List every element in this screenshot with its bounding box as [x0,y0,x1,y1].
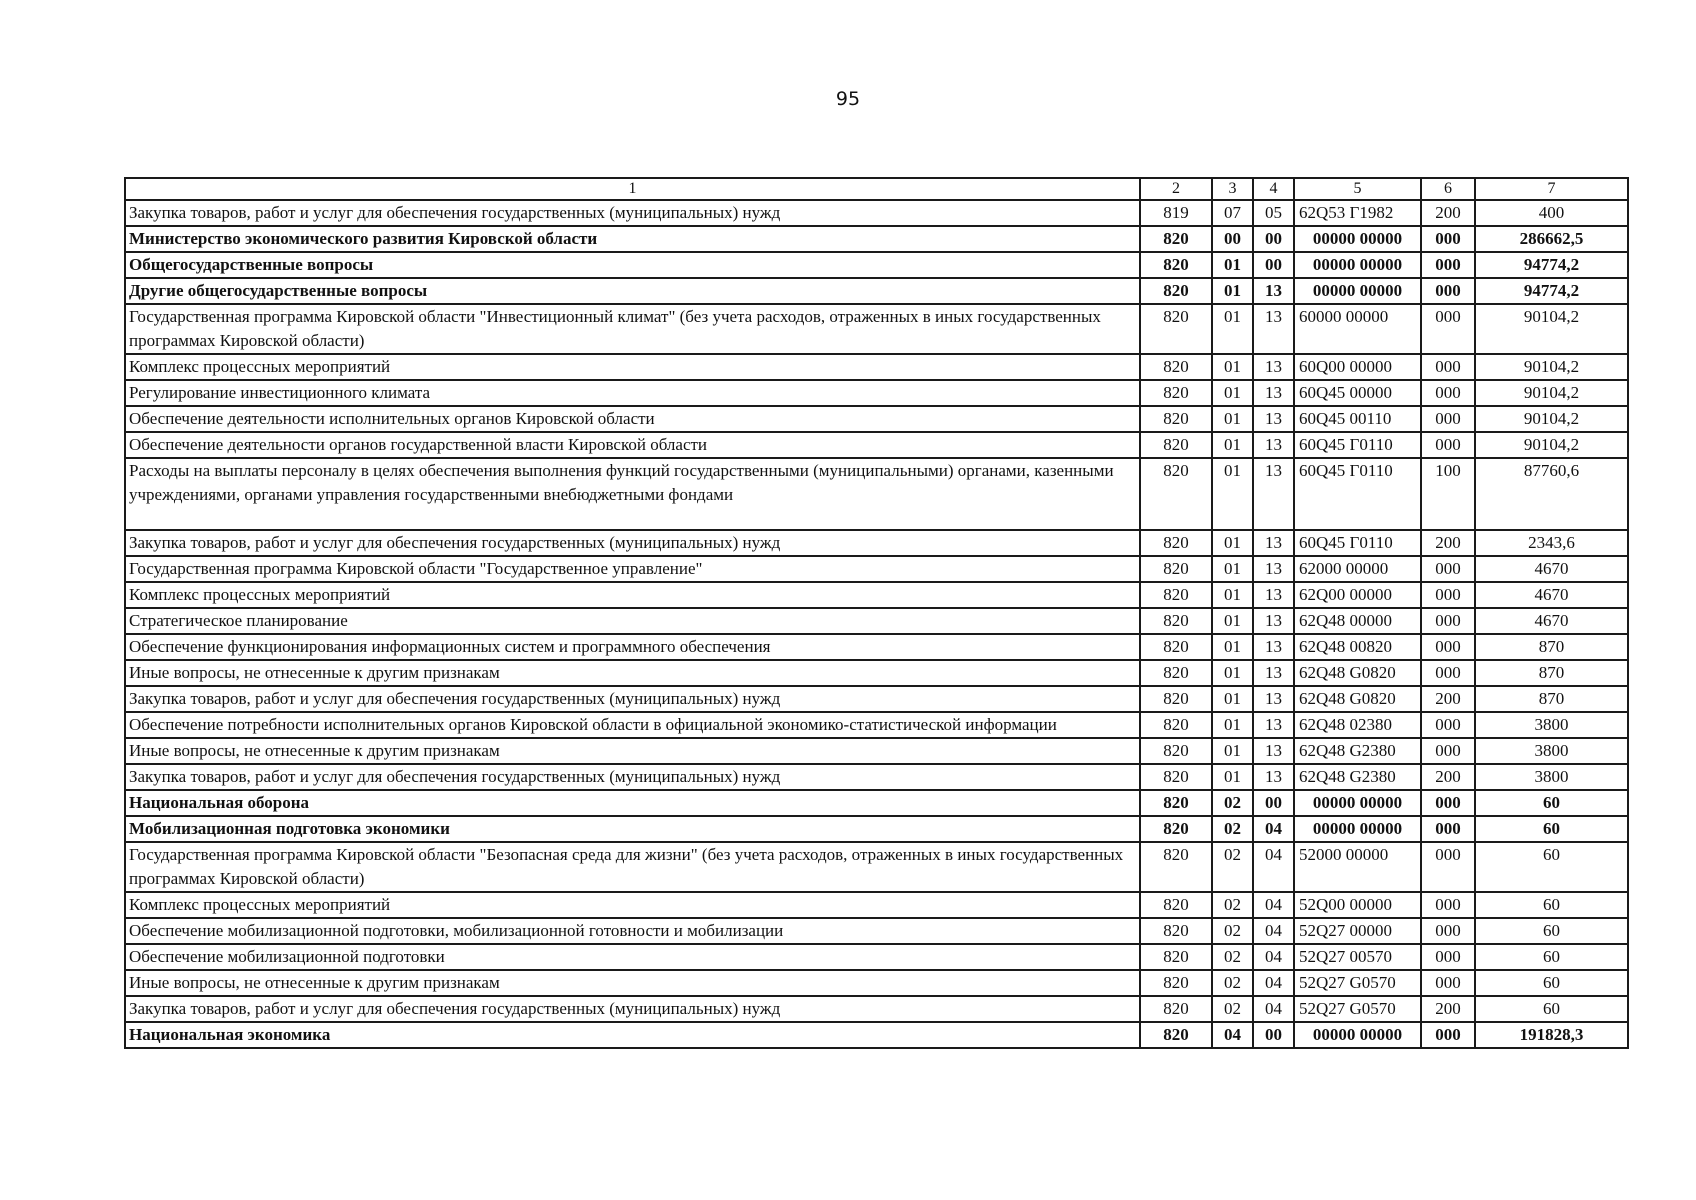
row-subsection-code: 13 [1253,380,1294,406]
row-chapter-code: 820 [1140,996,1212,1022]
row-target-article: 60Q45 Г0110 [1294,530,1421,556]
row-section-code: 01 [1212,354,1253,380]
row-expense-type: 000 [1421,712,1475,738]
row-section-code: 01 [1212,634,1253,660]
row-target-article: 00000 00000 [1294,226,1421,252]
row-name: Закупка товаров, работ и услуг для обеспечения государственных (муниципальных) нужд [125,530,1140,556]
row-chapter-code: 820 [1140,686,1212,712]
row-subsection-code: 04 [1253,944,1294,970]
table-row [125,530,1628,556]
row-section-code: 02 [1212,816,1253,842]
row-name: Комплекс процессных мероприятий [125,582,1140,608]
table-row [125,996,1628,1022]
row-name: Расходы на выплаты персоналу в целях обеспечения выполнения функций государственными (муниципальными) органами, казенными учреждениями, органами управления государственными внебюджетными фондами [125,458,1140,530]
row-subsection-code: 00 [1253,1022,1294,1048]
row-target-article: 62Q53 Г1982 [1294,200,1421,226]
row-section-code: 04 [1212,1022,1253,1048]
row-chapter-code: 820 [1140,582,1212,608]
row-subsection-code: 04 [1253,816,1294,842]
row-target-article: 62Q00 00000 [1294,582,1421,608]
row-name: Государственная программа Кировской области "Государственное управление" [125,556,1140,582]
row-amount: 3800 [1475,712,1628,738]
row-amount: 4670 [1475,556,1628,582]
row-chapter-code: 820 [1140,304,1212,354]
table-row [125,582,1628,608]
row-amount: 60 [1475,944,1628,970]
row-section-code: 02 [1212,996,1253,1022]
row-expense-type: 200 [1421,996,1475,1022]
row-name: Мобилизационная подготовка экономики [125,816,1140,842]
row-chapter-code: 820 [1140,458,1212,530]
row-subsection-code: 13 [1253,712,1294,738]
row-name: Регулирование инвестиционного климата [125,380,1140,406]
row-subsection-code: 00 [1253,226,1294,252]
table-row [125,764,1628,790]
row-subsection-code: 13 [1253,432,1294,458]
row-chapter-code: 820 [1140,918,1212,944]
row-subsection-code: 13 [1253,530,1294,556]
row-name: Министерство экономического развития Кировской области [125,226,1140,252]
row-chapter-code: 820 [1140,892,1212,918]
row-expense-type: 000 [1421,918,1475,944]
row-section-code: 01 [1212,380,1253,406]
row-amount: 94774,2 [1475,252,1628,278]
table-row [125,842,1628,892]
row-name: Национальная оборона [125,790,1140,816]
row-target-article: 60Q45 00000 [1294,380,1421,406]
row-chapter-code: 820 [1140,556,1212,582]
row-name: Обеспечение деятельности органов государственной власти Кировской области [125,432,1140,458]
row-target-article: 52Q27 G0570 [1294,970,1421,996]
row-name: Стратегическое планирование [125,608,1140,634]
row-expense-type: 000 [1421,432,1475,458]
header-col-2: 2 [1140,178,1212,200]
row-name: Закупка товаров, работ и услуг для обеспечения государственных (муниципальных) нужд [125,996,1140,1022]
row-subsection-code: 13 [1253,764,1294,790]
row-expense-type: 000 [1421,738,1475,764]
row-section-code: 02 [1212,790,1253,816]
row-amount: 60 [1475,970,1628,996]
row-name: Закупка товаров, работ и услуг для обеспечения государственных (муниципальных) нужд [125,686,1140,712]
row-target-article: 62Q48 G2380 [1294,738,1421,764]
row-subsection-code: 13 [1253,608,1294,634]
row-expense-type: 000 [1421,380,1475,406]
row-section-code: 01 [1212,458,1253,530]
table-row [125,608,1628,634]
row-name: Обеспечение мобилизационной подготовки, мобилизационной готовности и мобилизации [125,918,1140,944]
table-row [125,200,1628,226]
row-name: Государственная программа Кировской области "Инвестиционный климат" (без учета расходов, отраженных в иных государственных программах Кировской области) [125,304,1140,354]
row-target-article: 62Q48 G0820 [1294,686,1421,712]
row-amount: 3800 [1475,738,1628,764]
row-subsection-code: 00 [1253,790,1294,816]
row-target-article: 00000 00000 [1294,252,1421,278]
row-amount: 94774,2 [1475,278,1628,304]
table-row [125,278,1628,304]
table-row [125,354,1628,380]
row-target-article: 00000 00000 [1294,790,1421,816]
row-target-article: 52Q27 00570 [1294,944,1421,970]
row-expense-type: 000 [1421,608,1475,634]
row-expense-type: 000 [1421,634,1475,660]
row-amount: 870 [1475,660,1628,686]
row-amount: 870 [1475,686,1628,712]
row-section-code: 01 [1212,660,1253,686]
row-chapter-code: 820 [1140,738,1212,764]
row-chapter-code: 820 [1140,634,1212,660]
row-expense-type: 000 [1421,252,1475,278]
row-name: Закупка товаров, работ и услуг для обеспечения государственных (муниципальных) нужд [125,200,1140,226]
page-number: 95 [835,88,861,110]
row-target-article: 00000 00000 [1294,278,1421,304]
header-col-3: 3 [1212,178,1253,200]
row-amount: 4670 [1475,582,1628,608]
row-expense-type: 200 [1421,200,1475,226]
row-expense-type: 000 [1421,816,1475,842]
row-subsection-code: 00 [1253,252,1294,278]
row-chapter-code: 820 [1140,660,1212,686]
table-row [125,892,1628,918]
row-expense-type: 000 [1421,1022,1475,1048]
row-name: Иные вопросы, не отнесенные к другим признакам [125,660,1140,686]
row-chapter-code: 820 [1140,226,1212,252]
row-chapter-code: 820 [1140,842,1212,892]
table-row [125,816,1628,842]
table-row [125,556,1628,582]
row-target-article: 62Q48 00000 [1294,608,1421,634]
row-target-article: 00000 00000 [1294,816,1421,842]
row-target-article: 52Q27 00000 [1294,918,1421,944]
row-expense-type: 000 [1421,970,1475,996]
row-amount: 400 [1475,200,1628,226]
row-subsection-code: 13 [1253,634,1294,660]
row-expense-type: 200 [1421,530,1475,556]
row-chapter-code: 820 [1140,1022,1212,1048]
table-row [125,790,1628,816]
table-body [125,200,1628,1048]
header-col-6: 6 [1421,178,1475,200]
row-name: Обеспечение деятельности исполнительных органов Кировской области [125,406,1140,432]
row-target-article: 60Q45 Г0110 [1294,458,1421,530]
row-section-code: 01 [1212,686,1253,712]
row-subsection-code: 04 [1253,842,1294,892]
table-row [125,738,1628,764]
row-chapter-code: 820 [1140,764,1212,790]
table-row [125,686,1628,712]
row-name: Закупка товаров, работ и услуг для обеспечения государственных (муниципальных) нужд [125,764,1140,790]
row-target-article: 62Q48 02380 [1294,712,1421,738]
row-subsection-code: 13 [1253,354,1294,380]
table-row [125,970,1628,996]
row-amount: 90104,2 [1475,304,1628,354]
row-amount: 60 [1475,918,1628,944]
row-name: Иные вопросы, не отнесенные к другим признакам [125,970,1140,996]
header-col-5: 5 [1294,178,1421,200]
row-amount: 3800 [1475,764,1628,790]
row-subsection-code: 13 [1253,304,1294,354]
row-expense-type: 000 [1421,278,1475,304]
row-target-article: 00000 00000 [1294,1022,1421,1048]
row-name: Комплекс процессных мероприятий [125,892,1140,918]
header-col-1: 1 [125,178,1140,200]
row-target-article: 52Q00 00000 [1294,892,1421,918]
table-row [125,944,1628,970]
table-row [125,406,1628,432]
row-name: Другие общегосударственные вопросы [125,278,1140,304]
row-target-article: 62Q48 G2380 [1294,764,1421,790]
row-expense-type: 000 [1421,582,1475,608]
row-target-article: 60Q00 00000 [1294,354,1421,380]
table-row [125,1022,1628,1048]
table-row [125,252,1628,278]
row-chapter-code: 820 [1140,790,1212,816]
row-chapter-code: 819 [1140,200,1212,226]
row-chapter-code: 820 [1140,252,1212,278]
row-section-code: 01 [1212,738,1253,764]
table-row [125,634,1628,660]
table-row [125,712,1628,738]
row-chapter-code: 820 [1140,380,1212,406]
row-target-article: 60000 00000 [1294,304,1421,354]
row-chapter-code: 820 [1140,530,1212,556]
row-name: Обеспечение потребности исполнительных органов Кировской области в официальной экономико-статистической информации [125,712,1140,738]
header-col-7: 7 [1475,178,1628,200]
row-section-code: 01 [1212,278,1253,304]
row-amount: 90104,2 [1475,432,1628,458]
row-chapter-code: 820 [1140,608,1212,634]
row-expense-type: 000 [1421,944,1475,970]
row-section-code: 02 [1212,970,1253,996]
row-section-code: 01 [1212,304,1253,354]
table-row [125,304,1628,354]
row-subsection-code: 04 [1253,892,1294,918]
row-chapter-code: 820 [1140,816,1212,842]
row-expense-type: 000 [1421,556,1475,582]
row-section-code: 02 [1212,944,1253,970]
row-chapter-code: 820 [1140,278,1212,304]
header-row [125,178,1628,200]
row-section-code: 02 [1212,842,1253,892]
row-expense-type: 000 [1421,226,1475,252]
row-subsection-code: 04 [1253,996,1294,1022]
row-subsection-code: 13 [1253,406,1294,432]
row-amount: 90104,2 [1475,406,1628,432]
row-expense-type: 000 [1421,660,1475,686]
row-amount: 60 [1475,790,1628,816]
row-section-code: 01 [1212,556,1253,582]
row-subsection-code: 13 [1253,582,1294,608]
row-expense-type: 100 [1421,458,1475,530]
row-chapter-code: 820 [1140,354,1212,380]
row-name: Обеспечение функционирования информационных систем и программного обеспечения [125,634,1140,660]
row-expense-type: 000 [1421,354,1475,380]
row-section-code: 01 [1212,764,1253,790]
row-subsection-code: 13 [1253,278,1294,304]
row-amount: 60 [1475,816,1628,842]
table-header [125,178,1628,200]
row-amount: 60 [1475,996,1628,1022]
row-name: Национальная экономика [125,1022,1140,1048]
row-subsection-code: 13 [1253,660,1294,686]
row-expense-type: 000 [1421,842,1475,892]
row-chapter-code: 820 [1140,944,1212,970]
row-target-article: 62Q48 G0820 [1294,660,1421,686]
row-name: Государственная программа Кировской области "Безопасная среда для жизни" (без учета расходов, отраженных в иных государственных программах Кировской области) [125,842,1140,892]
row-section-code: 01 [1212,608,1253,634]
row-section-code: 02 [1212,918,1253,944]
table-row [125,660,1628,686]
row-expense-type: 000 [1421,790,1475,816]
row-name: Общегосударственные вопросы [125,252,1140,278]
row-target-article: 62000 00000 [1294,556,1421,582]
row-subsection-code: 13 [1253,738,1294,764]
row-subsection-code: 13 [1253,556,1294,582]
row-amount: 191828,3 [1475,1022,1628,1048]
row-subsection-code: 13 [1253,458,1294,530]
row-expense-type: 200 [1421,686,1475,712]
row-section-code: 01 [1212,406,1253,432]
row-name: Обеспечение мобилизационной подготовки [125,944,1140,970]
row-amount: 286662,5 [1475,226,1628,252]
row-expense-type: 200 [1421,764,1475,790]
row-target-article: 60Q45 00110 [1294,406,1421,432]
row-subsection-code: 04 [1253,918,1294,944]
row-target-article: 62Q48 00820 [1294,634,1421,660]
row-expense-type: 000 [1421,892,1475,918]
row-amount: 4670 [1475,608,1628,634]
row-chapter-code: 820 [1140,712,1212,738]
row-name: Комплекс процессных мероприятий [125,354,1140,380]
row-target-article: 52Q27 G0570 [1294,996,1421,1022]
row-section-code: 01 [1212,252,1253,278]
header-col-4: 4 [1253,178,1294,200]
row-section-code: 01 [1212,530,1253,556]
row-section-code: 01 [1212,582,1253,608]
row-amount: 87760,6 [1475,458,1628,530]
row-amount: 60 [1475,842,1628,892]
row-section-code: 01 [1212,712,1253,738]
row-name: Иные вопросы, не отнесенные к другим признакам [125,738,1140,764]
table-row [125,458,1628,530]
row-amount: 60 [1475,892,1628,918]
table-row [125,918,1628,944]
row-amount: 2343,6 [1475,530,1628,556]
table-row [125,380,1628,406]
row-chapter-code: 820 [1140,970,1212,996]
row-section-code: 02 [1212,892,1253,918]
row-subsection-code: 13 [1253,686,1294,712]
row-amount: 90104,2 [1475,380,1628,406]
table-row [125,226,1628,252]
row-chapter-code: 820 [1140,432,1212,458]
row-section-code: 01 [1212,432,1253,458]
row-amount: 870 [1475,634,1628,660]
row-section-code: 00 [1212,226,1253,252]
row-chapter-code: 820 [1140,406,1212,432]
row-expense-type: 000 [1421,304,1475,354]
row-section-code: 07 [1212,200,1253,226]
table-row [125,432,1628,458]
row-expense-type: 000 [1421,406,1475,432]
row-target-article: 60Q45 Г0110 [1294,432,1421,458]
row-subsection-code: 05 [1253,200,1294,226]
row-target-article: 52000 00000 [1294,842,1421,892]
row-subsection-code: 04 [1253,970,1294,996]
budget-table [124,177,1629,1049]
row-amount: 90104,2 [1475,354,1628,380]
